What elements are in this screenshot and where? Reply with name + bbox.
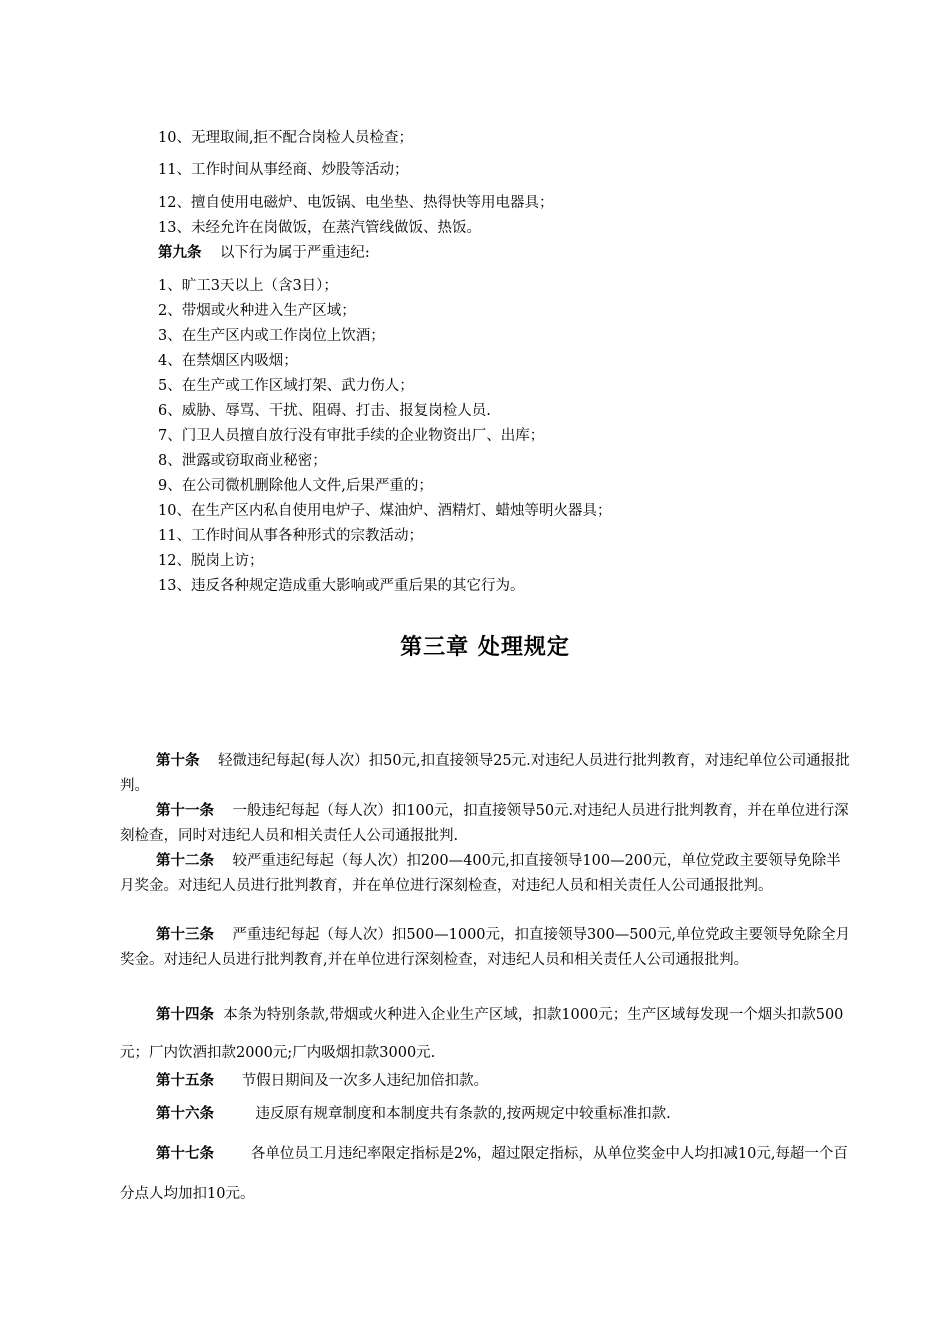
list-item: 3、在生产区内或工作岗位上饮酒； (158, 328, 385, 344)
article-text: 严重违纪每起（每人次）扣500—1000元，扣直接领导300—500元,单位党政主要领导免除全月奖金。对违纪人员进行批判教育,并在单位进行深刻检查，对违纪人员和相关责任人公司通报批判。 (120, 927, 850, 968)
list-item: 10、在生产区内私自使用电炉子、煤油炉、酒精灯、蜡烛等明火器具； (158, 503, 612, 519)
article-label: 第十一条 (156, 802, 214, 819)
article-label: 第十二条 (156, 852, 214, 869)
article-text: 本条为特别条款,带烟或火种进入企业生产区域，扣款1000元；生产区域每发现一个烟头扣款500元；厂内饮酒扣款2000元;厂内吸烟扣款3000元. (120, 1007, 844, 1061)
chapter-title: 第三章 处理规定 (400, 635, 570, 660)
article-16 (120, 1101, 850, 1127)
list-item: 6、威胁、辱骂、干扰、阻碍、打击、报复岗检人员. (158, 403, 491, 419)
article-text: 轻微违纪每起(每人次）扣50元,扣直接领导25元.对违纪人员进行批判教育，对违纪单位公司通报批判。 (120, 753, 850, 794)
article-15 (120, 1068, 850, 1094)
article-label: 第十六条 (156, 1105, 214, 1122)
list-item: 4、在禁烟区内吸烟； (158, 353, 298, 369)
list-item: 13、违反各种规定造成重大影响或严重后果的其它行为。 (158, 578, 525, 594)
article-11 (120, 798, 850, 849)
list-item: 11、工作时间从事经商、炒股等活动； (158, 162, 409, 178)
article-17 (120, 1134, 850, 1214)
article-text: 节假日期间及一次多人违纪加倍扣款。 (241, 1073, 489, 1089)
list-item: 12、脱岗上访； (158, 553, 264, 569)
article-text: 各单位员工月违纪率限定指标是2%，超过限定指标，从单位奖金中人均扣减10元,每超一个百分点人均加扣10元。 (120, 1146, 848, 1202)
article-13 (120, 922, 850, 973)
list-item: 11、工作时间从事各种形式的宗教活动； (158, 528, 423, 544)
article-text: 以下行为属于严重违纪: (219, 245, 370, 261)
article-14 (120, 996, 850, 1072)
article-label: 第九条 (158, 244, 202, 261)
list-item: 7、门卫人员擅自放行没有审批手续的企业物资出厂、出库； (158, 428, 545, 444)
article-label: 第十七条 (156, 1145, 214, 1162)
article-12 (120, 848, 850, 899)
list-item: 13、未经允许在岗做饭，在蒸汽管线做饭、热饭。 (158, 220, 481, 236)
list-item: 9、在公司微机删除他人文件,后果严重的； (158, 478, 433, 494)
article-label: 第十三条 (156, 926, 214, 943)
article-text: 一般违纪每起（每人次）扣100元，扣直接领导50元.对违纪人员进行批判教育，并在单位进行深刻检查，同时对违纪人员和相关责任人公司通报批判. (120, 803, 849, 844)
article-text: 违反原有规章制度和本制度共有条款的,按两规定中较重标准扣款. (255, 1106, 671, 1122)
article-text: 较严重违纪每起（每人次）扣200—400元,扣直接领导100—200元，单位党政主要领导免除半月奖金。对违纪人员进行批判教育，并在单位进行深刻检查，对违纪人员和相关责任人公司通报批判。 (120, 853, 841, 894)
article-label: 第十五条 (156, 1072, 214, 1089)
list-item: 10、无理取闹,拒不配合岗检人员检查； (158, 130, 414, 146)
article-label: 第十四条 (156, 1006, 214, 1023)
list-item: 1、旷工3天以上（含3日）； (158, 278, 338, 294)
article-9 (158, 243, 370, 263)
article-label: 第十条 (156, 752, 200, 769)
list-item: 2、带烟或火种进入生产区域； (158, 303, 356, 319)
list-item: 5、在生产或工作区域打架、武力伤人； (158, 378, 414, 394)
article-10 (120, 748, 850, 799)
list-item: 8、泄露或窃取商业秘密； (158, 453, 327, 469)
list-item: 12、擅自使用电磁炉、电饭锅、电坐垫、热得快等用电器具； (158, 195, 554, 211)
